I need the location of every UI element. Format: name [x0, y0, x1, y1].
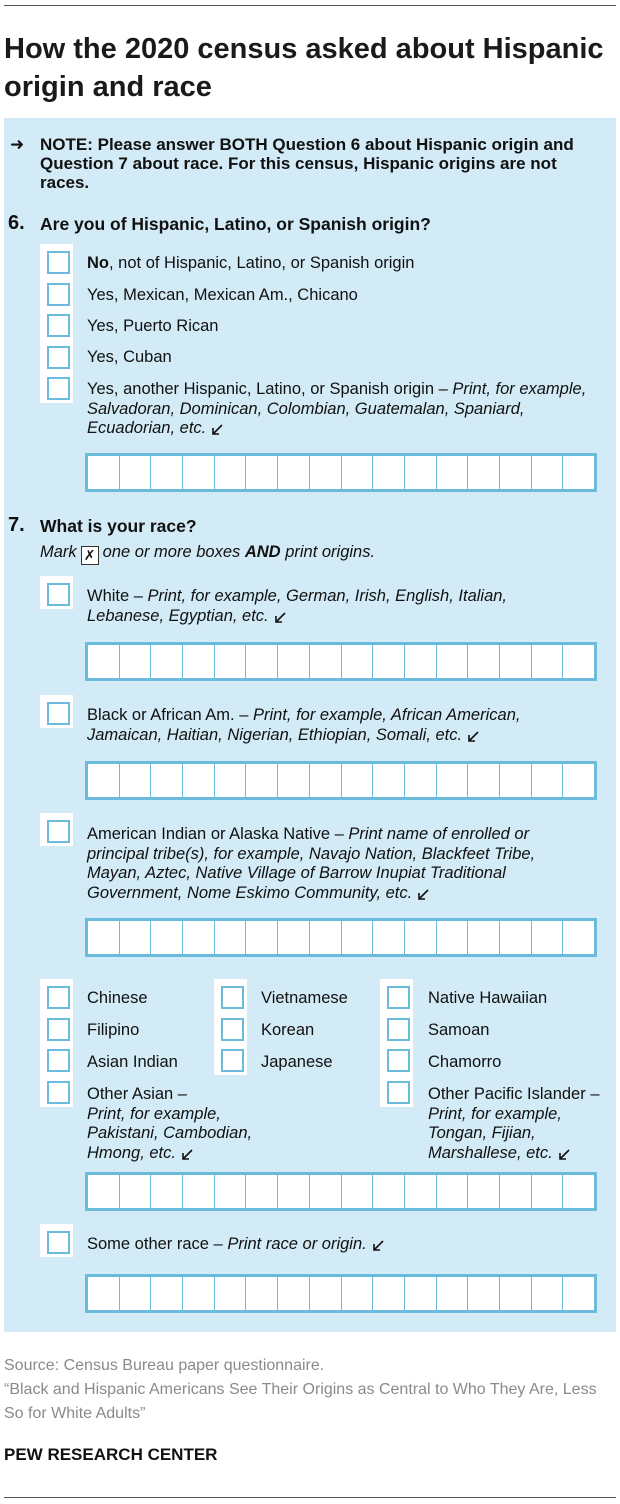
q7-checkbox-black[interactable] [40, 695, 73, 728]
q7-other-race-write-in[interactable] [85, 1274, 597, 1313]
q7-option-other-race [87, 1235, 385, 1255]
q7-black-write-in[interactable] [85, 761, 597, 800]
q6-option-mexican: Yes, Mexican, Mexican Am., Chicano [87, 286, 358, 304]
q7-other-race-label: Some other race – [87, 1235, 223, 1253]
q7-aian-label: American Indian or Alaska Native – [87, 825, 344, 843]
q7-option-white [87, 587, 577, 626]
q7-checkbox-filipino[interactable] [40, 1011, 73, 1044]
write-in-arrow-icon [371, 1239, 385, 1253]
q7-checkbox-vietnamese[interactable] [214, 979, 247, 1012]
source-line: Source: Census Bureau paper questionnaire. [4, 1357, 325, 1374]
q6-option-another [87, 380, 592, 439]
q7-checkbox-native-hawaiian[interactable] [380, 979, 413, 1012]
q7-instruction [40, 543, 375, 565]
write-in-arrow-icon [273, 611, 287, 625]
q7-checkbox-other-asian[interactable] [40, 1074, 73, 1107]
q7-white-label: White – [87, 587, 143, 605]
q6-checkbox-no[interactable] [40, 244, 73, 277]
q7-other-asian-examples: Print, for example, Pakistani, Cambodian, Hmong, etc. [87, 1104, 253, 1162]
q7-other-race-examples: Print race or origin. [227, 1235, 367, 1253]
q7-option-native-hawaiian: Native Hawaiian [428, 989, 548, 1007]
q6-option-no-text: , not of Hispanic, Latino, or Spanish origin [109, 254, 415, 272]
q7-checkbox-chinese[interactable] [40, 979, 73, 1012]
q7-option-other-asian [87, 1085, 272, 1163]
q7-checkbox-chamorro[interactable] [380, 1042, 413, 1075]
q7-option-samoan: Samoan [428, 1021, 490, 1039]
q7-other-pi-label: Other Pacific Islander – [428, 1085, 600, 1103]
top-rule [4, 5, 616, 6]
page-title: How the 2020 census asked about Hispanic origin and race [4, 33, 604, 103]
q7-option-korean: Korean [261, 1021, 315, 1039]
write-in-arrow-icon [557, 1148, 571, 1162]
report-title: “Black and Hispanic Americans See Their Origins as Central to Who They Are, Less So for White Adults” [4, 1381, 597, 1422]
q6-option-another-label: Yes, another Hispanic, Latino, or Spanish origin – [87, 380, 448, 398]
q6-checkbox-puerto-rican[interactable] [40, 307, 73, 340]
source-note [4, 1354, 616, 1426]
q7-checkbox-samoan[interactable] [380, 1011, 413, 1044]
q6-checkbox-cuban[interactable] [40, 339, 73, 372]
note-text: NOTE: Please answer BOTH Question 6 about Hispanic origin and Question 7 about race. For this census, Hispanic origins are not races. [40, 135, 574, 192]
write-in-arrow-icon [180, 1148, 194, 1162]
q7-instruction-mid: one or more boxes [102, 543, 241, 561]
q7-black-examples: Print, for example, African American, Jamaican, Haitian, Nigerian, Ethiopian, Somali, etc. [87, 706, 521, 744]
q7-checkbox-other-pi[interactable] [380, 1074, 413, 1107]
q7-number: 7. [8, 514, 25, 536]
q6-option-another-examples: Print, for example, Salvadoran, Dominican, Colombian, Guatemalan, Spaniard, Ecuadorian, etc. [87, 380, 587, 437]
q7-white-examples: Print, for example, German, Irish, English, Italian, Lebanese, Egyptian, etc. [87, 587, 508, 625]
q6-write-in-field[interactable] [85, 453, 597, 492]
q6-checkbox-mexican[interactable] [40, 276, 73, 309]
write-in-arrow-icon [210, 423, 224, 437]
q6-number: 6. [8, 212, 25, 234]
q6-option-puerto-rican: Yes, Puerto Rican [87, 317, 219, 335]
q7-checkbox-white[interactable] [40, 576, 73, 609]
q7-option-chinese: Chinese [87, 989, 148, 1007]
q7-option-other-pi [428, 1085, 616, 1163]
write-in-arrow-icon [466, 730, 480, 744]
q7-option-japanese: Japanese [261, 1053, 333, 1071]
q7-aian-write-in[interactable] [85, 918, 597, 957]
q7-checkbox-asian-indian[interactable] [40, 1042, 73, 1075]
write-in-arrow-icon [416, 888, 430, 902]
q7-question: What is your race? [40, 516, 197, 536]
q7-option-asian-indian: Asian Indian [87, 1053, 178, 1071]
note-arrow-icon: ➜ [10, 135, 25, 154]
q7-option-vietnamese: Vietnamese [261, 989, 348, 1007]
q7-other-asian-label: Other Asian – [87, 1085, 187, 1103]
q7-option-filipino: Filipino [87, 1021, 140, 1039]
q7-asian-pi-write-in[interactable] [85, 1172, 597, 1211]
pew-brand: PEW RESEARCH CENTER [4, 1445, 218, 1464]
q7-option-chamorro: Chamorro [428, 1053, 502, 1071]
q7-black-label: Black or African Am. – [87, 706, 249, 724]
q7-checkbox-aian[interactable] [40, 813, 73, 846]
q6-option-no-bold: No [87, 254, 109, 272]
q7-option-aian [87, 825, 587, 903]
q7-checkbox-korean[interactable] [214, 1011, 247, 1044]
q6-question: Are you of Hispanic, Latino, or Spanish origin? [40, 214, 431, 234]
q7-other-pi-examples: Print, for example, Tongan, Fijian, Marshallese, etc. [428, 1104, 562, 1162]
q6-option-no [87, 254, 414, 274]
q7-checkbox-japanese[interactable] [214, 1042, 247, 1075]
q7-instruction-bold: AND [244, 543, 281, 561]
q7-checkbox-other-race[interactable] [40, 1224, 73, 1257]
q7-option-black [87, 706, 587, 745]
q6-checkbox-another[interactable] [40, 370, 73, 403]
bottom-rule [4, 1497, 616, 1498]
q7-instruction-pre: Mark [40, 543, 77, 561]
q6-option-cuban: Yes, Cuban [87, 348, 172, 366]
q7-aian-examples: Print name of enrolled or principal tribe(s), for example, Navajo Nation, Blackfeet Tribe, Mayan, Aztec, Native Village of Barrow Inupiat Traditional Government, Nome Eskimo Community, etc. [87, 825, 536, 902]
x-mark-icon: ✗ [81, 546, 99, 565]
q7-instruction-post: print origins. [285, 543, 376, 561]
q7-white-write-in[interactable] [85, 642, 597, 681]
